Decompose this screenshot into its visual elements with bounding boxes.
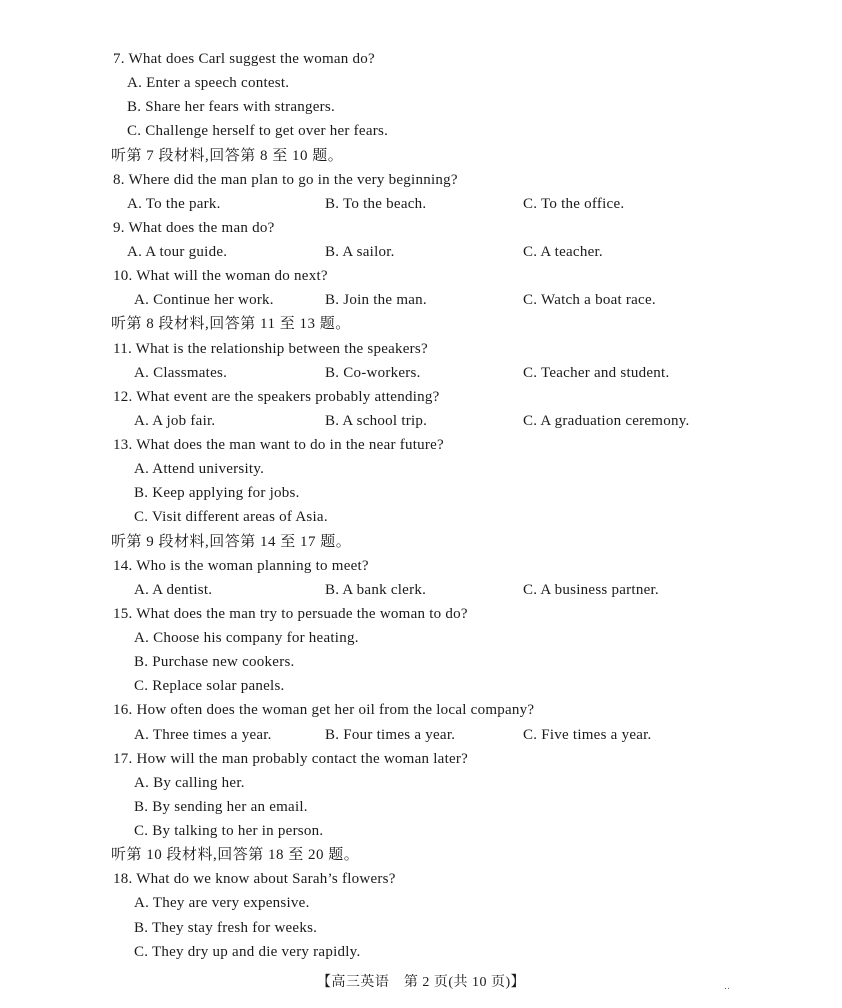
question-7-option-c-line — [0, 119, 842, 143]
section-9-header: 听第 9 段材料,回答第 14 至 17 题。 — [111, 533, 352, 550]
footer-mark: ‥ — [724, 981, 731, 991]
section-8-header-line — [0, 312, 842, 336]
question-17-option-a-line — [0, 771, 842, 795]
question-16-option-c: C. Five times a year. — [523, 726, 652, 743]
question-18-option-b: B. They stay fresh for weeks. — [134, 919, 318, 936]
question-14-option-b: B. A bank clerk. — [325, 581, 427, 598]
question-16-options-line — [0, 723, 842, 747]
page-footer — [0, 972, 842, 994]
question-15-stem: 15. What does the man try to persuade the woman to do? — [113, 605, 468, 622]
question-8-option-c: C. To the office. — [523, 195, 625, 212]
question-13-option-b-line — [0, 481, 842, 505]
question-15-option-c: C. Replace solar panels. — [134, 678, 285, 695]
question-14-option-a: A. A dentist. — [134, 581, 213, 598]
question-13-option-b: B. Keep applying for jobs. — [134, 485, 300, 502]
question-11-stem-line — [0, 337, 842, 361]
question-18-option-c: C. They dry up and die very rapidly. — [134, 943, 361, 960]
question-18-option-c-line — [0, 940, 842, 964]
question-11-option-c: C. Teacher and student. — [523, 364, 670, 381]
question-18-option-a: A. They are very expensive. — [134, 895, 310, 912]
question-10-option-a: A. Continue her work. — [134, 292, 274, 309]
exam-page — [0, 47, 842, 964]
question-10-stem: 10. What will the woman do next? — [113, 268, 328, 285]
question-17-stem: 17. How will the man probably contact the woman later? — [113, 750, 469, 767]
question-9-stem: 9. What does the man do? — [113, 219, 275, 236]
question-8-stem: 8. Where did the man plan to go in the very beginning? — [113, 171, 458, 188]
question-9-stem-line — [0, 216, 842, 240]
question-9-option-a: A. A tour guide. — [127, 244, 228, 260]
question-12-stem-line — [0, 385, 842, 409]
question-13-option-a-line — [0, 457, 842, 481]
question-12-option-a: A. A job fair. — [134, 412, 216, 429]
question-15-option-a: A. Choose his company for heating. — [134, 630, 359, 646]
question-16-stem: 16. How often does the woman get her oil from the local company? — [113, 702, 535, 719]
section-9-header-line — [0, 530, 842, 554]
question-13-stem: 13. What does the man want to do in the near future? — [113, 437, 444, 453]
question-13-option-a: A. Attend university. — [134, 461, 265, 478]
question-18-stem: 18. What do we know about Sarah’s flowers? — [113, 871, 396, 888]
question-7-option-a-line — [0, 71, 842, 95]
question-12-option-c: C. A graduation ceremony. — [523, 412, 690, 429]
question-13-option-c: C. Visit different areas of Asia. — [134, 509, 328, 526]
question-14-stem-line — [0, 554, 842, 578]
question-17-option-c-line — [0, 819, 842, 843]
question-11-option-b: B. Co-workers. — [325, 364, 421, 381]
question-17-option-b: B. By sending her an email. — [134, 798, 308, 815]
question-8-options-line — [0, 192, 842, 216]
section-8-header: 听第 8 段材料,回答第 11 至 13 题。 — [111, 316, 351, 333]
question-13-stem-line — [0, 433, 842, 457]
question-8-option-a: A. To the park. — [127, 195, 221, 212]
question-10-option-b: B. Join the man. — [325, 292, 427, 309]
question-9-option-c: C. A teacher. — [523, 244, 603, 260]
question-18-option-a-line — [0, 891, 842, 915]
section-10-header-line — [0, 843, 842, 867]
question-9-option-b: B. A sailor. — [325, 244, 395, 260]
section-10-header: 听第 10 段材料,回答第 18 至 20 题。 — [111, 847, 360, 864]
section-7-header: 听第 7 段材料,回答第 8 至 10 题。 — [111, 147, 344, 164]
question-16-stem-line — [0, 698, 842, 722]
question-12-stem: 12. What event are the speakers probably attending? — [113, 388, 440, 405]
question-12-options-line — [0, 409, 842, 433]
question-7-stem: 7. What does Carl suggest the woman do? — [113, 51, 375, 67]
question-15-option-b-line — [0, 650, 842, 674]
question-7-option-a: A. Enter a speech contest. — [127, 75, 290, 92]
question-11-option-a: A. Classmates. — [134, 364, 228, 381]
question-7-option-b: B. Share her fears with strangers. — [127, 99, 336, 116]
question-10-options-line — [0, 288, 842, 312]
question-15-option-c-line — [0, 674, 842, 698]
question-9-options-line — [0, 240, 842, 264]
question-11-options-line — [0, 361, 842, 385]
question-16-option-a: A. Three times a year. — [134, 726, 272, 743]
question-12-option-b: B. A school trip. — [325, 412, 428, 429]
question-14-option-c: C. A business partner. — [523, 581, 659, 598]
question-17-option-b-line — [0, 795, 842, 819]
question-14-stem: 14. Who is the woman planning to meet? — [113, 557, 369, 574]
question-15-option-b: B. Purchase new cookers. — [134, 654, 295, 671]
question-7-stem-line — [0, 47, 842, 71]
question-15-stem-line — [0, 602, 842, 626]
page-number-label: 【高三英语 第 2 页(共 10 页)】 — [316, 975, 526, 990]
question-13-option-c-line — [0, 505, 842, 529]
question-14-options-line — [0, 578, 842, 602]
question-16-option-b: B. Four times a year. — [325, 726, 456, 743]
question-17-option-a: A. By calling her. — [134, 774, 245, 791]
question-10-stem-line — [0, 264, 842, 288]
question-7-option-b-line — [0, 95, 842, 119]
section-7-header-line — [0, 144, 842, 168]
question-11-stem: 11. What is the relationship between the speakers? — [113, 340, 428, 357]
question-18-stem-line — [0, 867, 842, 891]
question-8-option-b: B. To the beach. — [325, 195, 427, 212]
question-17-stem-line — [0, 747, 842, 771]
question-15-option-a-line — [0, 626, 842, 650]
question-10-option-c: C. Watch a boat race. — [523, 292, 656, 309]
question-8-stem-line — [0, 168, 842, 192]
question-18-option-b-line — [0, 916, 842, 940]
question-17-option-c: C. By talking to her in person. — [134, 823, 324, 839]
question-7-option-c: C. Challenge herself to get over her fears. — [127, 123, 389, 140]
